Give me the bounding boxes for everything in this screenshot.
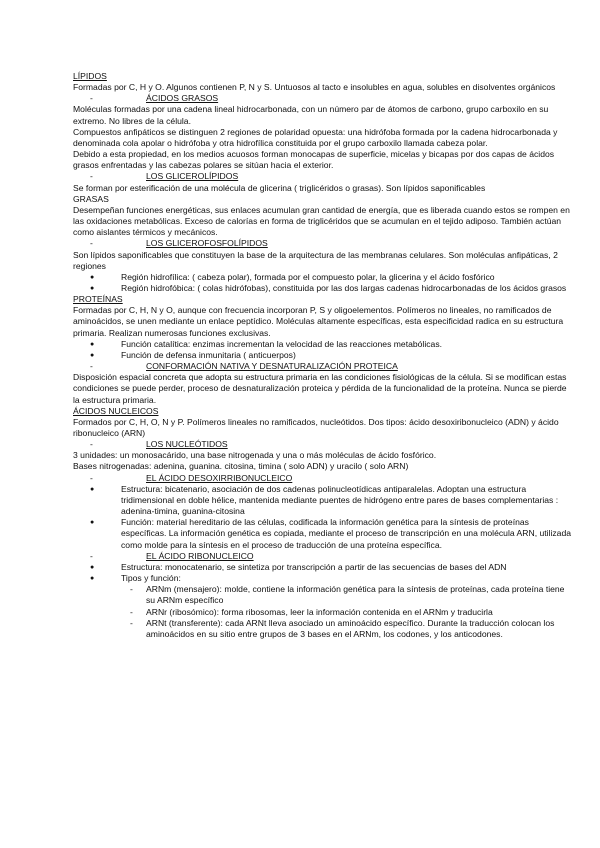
nucleotidos-title: LOS NUCLEÓTIDOS bbox=[146, 439, 228, 450]
list-item-text: Función: material hereditario de las células, codificada la información genética para la síntesis de proteínas específicas. La información genética es copiada, mediante el proceso de transcripción en una molécula ARN, utilizada como molde para la síntesis en el proceso de traducción de una proteína específica. bbox=[121, 517, 571, 550]
lipidos-heading: LÍPIDOS bbox=[73, 71, 107, 81]
adn-title: EL ÁCIDO DESOXIRRIBONUCLEICO bbox=[146, 472, 293, 483]
proteinas-paragraph: Formadas por C, H, N y O, aunque con frecuencia incorporan P, S y oligoelementos. Polímeros no lineales, no ramificados de aminoácidos, se unen mediante un enlace peptídico. Moléculas altamente específicas, esta especificidad radica en su estructura primaria. Realizan numerosas funciones exclusivas. bbox=[73, 305, 564, 338]
acidos-grasos-paragraph-3: Debido a esta propiedad, en los medios acuosos forman monocapas de superficie, micelas y bicapas por dos capas de ácidos grasos enfrentadas y las cabezas polares se sitúan hacia el exterior. bbox=[73, 149, 555, 171]
sub-list-item-text: ARNt (transferente): cada ARNt lleva asociado un aminoácido específico. Durante la traducción colocan los aminoácidos en su sitio entre grupos de 3 bases en el ARNm, los codones, y los anticodones. bbox=[146, 617, 555, 639]
list-item bbox=[73, 484, 572, 517]
acidos-nucleicos-heading: ÁCIDOS NUCLEICOS bbox=[73, 405, 159, 416]
list-item bbox=[73, 517, 572, 550]
list-item bbox=[73, 272, 572, 283]
sub-list-item bbox=[73, 618, 572, 640]
list-item bbox=[73, 350, 572, 361]
list-item bbox=[73, 573, 572, 584]
adn-heading bbox=[73, 473, 572, 484]
bullet-marker: ● bbox=[90, 284, 95, 292]
dash-marker: - bbox=[130, 584, 133, 595]
list-item-text: Estructura: bicatenario, asociación de dos cadenas polinucleotídicas antiparalelas. Adoptan una estructura tridimensional en doble hélice, mantenida mediante puentes de hidrógeno entre pares de bases complementarias : adenina-timina, guanina-citosina bbox=[121, 483, 559, 517]
glicerofosfolipidos-paragraph: Son lípidos saponificables que constituyen la base de la arquitectura de las membranas celulares. Son moléculas anfipáticas, 2 regiones bbox=[73, 249, 558, 271]
dash-marker: - bbox=[130, 606, 133, 617]
glicerofosfolipidos-title: LOS GLICEROFOSFOLÍPIDOS bbox=[146, 238, 268, 249]
nucleotidos-heading bbox=[73, 439, 572, 450]
dash-marker: - bbox=[90, 439, 93, 450]
glicerolipidos-heading bbox=[73, 171, 572, 182]
acidos-grasos-title: ÁCIDOS GRASOS bbox=[146, 93, 219, 104]
list-item-text: Estructura: monocatenario, se sintetiza por transcripción a partir de las secuencias de bases del ADN bbox=[121, 561, 507, 572]
list-item-text: Región hidrofílica: ( cabeza polar), formada por el compuesto polar, la glicerina y el ácido fosfórico bbox=[121, 271, 495, 282]
grasas-paragraph: Desempeñan funciones energéticas, sus enlaces acumulan gran cantidad de energía, que es liberada cuando estos se rompen en las oxidaciones metabólicas. Exceso de calorías en forma de triglicéridos que se acumulan en el tejido adiposo. También actúan como aislantes térmicos y mecánicos. bbox=[73, 204, 570, 238]
list-item bbox=[73, 562, 572, 573]
arn-heading bbox=[73, 551, 572, 562]
nucleotidos-paragraph-1: 3 unidades: un monosacárido, una base nitrogenada y una o más moléculas de ácido fosfórico. bbox=[73, 450, 437, 461]
acidos-grasos-heading bbox=[73, 93, 572, 104]
lipidos-intro: Formadas por C, H y O. Algunos contienen P, N y S. Untuosos al tacto e insolubles en agua, solubles en disolventes orgánicos bbox=[73, 82, 556, 93]
list-item-text: Función de defensa inmunitaria ( anticuerpos) bbox=[121, 349, 296, 360]
proteinas-heading: PROTEÍNAS bbox=[73, 294, 123, 305]
glicerolipidos-title: LOS GLICEROLÍPIDOS bbox=[146, 171, 239, 182]
sub-list-item-text: ARNr (ribosómico): forma ribosomas, leer la información contenida en el ARNm y traducirla bbox=[146, 606, 493, 617]
acidos-grasos-paragraph-1: Moléculas formadas por una cadena lineal hidrocarbonada, con un número par de átomos de carbono, grupo carboxilo en su extremo. No libres de la célula. bbox=[73, 104, 549, 126]
sub-list-item-text: ARNm (mensajero): molde, contiene la información genética para la síntesis de proteínas, cada proteína tiene su ARNm específico bbox=[146, 584, 565, 606]
dash-marker: - bbox=[90, 472, 93, 483]
sub-list-item bbox=[73, 607, 572, 618]
dash-marker: - bbox=[130, 617, 133, 628]
list-item-text: Tipos y función: bbox=[121, 573, 181, 584]
bullet-marker: ● bbox=[90, 485, 95, 493]
bullet-marker: ● bbox=[90, 340, 95, 348]
grasas-heading: GRASAS bbox=[73, 193, 109, 204]
acidos-nucleicos-paragraph: Formados por C, H, O, N y P. Polímeros lineales no ramificados, nucleótidos. Dos tipos: ácido desoxiribonucleico (ADN) y ácido ribonucleico (ARN) bbox=[73, 416, 559, 438]
glicerolipidos-paragraph: Se forman por esterificación de una molécula de glicerina ( triglicéridos o grasas). Son lípidos saponificables bbox=[73, 182, 486, 193]
bullet-marker: ● bbox=[90, 273, 95, 281]
glicerofosfolipidos-heading bbox=[73, 238, 572, 249]
conformacion-heading bbox=[73, 361, 572, 372]
bullet-marker: ● bbox=[90, 575, 95, 583]
list-item-text: Región hidrofóbica: ( colas hidrófobas), constituida por las dos largas cadenas hidrocarbonadas de los ácidos grasos bbox=[121, 282, 567, 293]
sub-list-item bbox=[73, 584, 572, 606]
dash-marker: - bbox=[90, 361, 93, 372]
conformacion-paragraph: Disposición espacial concreta que adopta su estructura primaria en las condiciones fisiológicas de la célula. Si se modifican estas condiciones se puede perder, proceso de desnaturalización proteica y pérdida de la funcionalidad de la proteína. Nunca se pierde la estructura primaria. bbox=[73, 372, 567, 405]
dash-marker: - bbox=[90, 238, 93, 249]
list-item bbox=[73, 339, 572, 350]
nucleotidos-paragraph-2: Bases nitrogenadas: adenina, guanina. citosina, timina ( solo ADN) y uracilo ( solo ARN) bbox=[73, 461, 409, 472]
acidos-grasos-paragraph-2: Compuestos anfipáticos se distinguen 2 regiones de polaridad opuesta: una hidrófoba formada por la cadena hidrocarbonada y denominada cola apolar o hidrófoba y otra hidrofílica constituida por el grupo carboxilo llamada cabeza polar. bbox=[73, 126, 558, 148]
list-item-text: Función catalítica: enzimas incrementan la velocidad de las reacciones metabólicas. bbox=[121, 338, 442, 349]
dash-marker: - bbox=[90, 550, 93, 561]
conformacion-title: CONFORMACIÓN NATIVA Y DESNATURALIZACIÓN PROTEICA bbox=[146, 361, 398, 372]
bullet-marker: ● bbox=[90, 563, 95, 571]
bullet-marker: ● bbox=[90, 351, 95, 359]
dash-marker: - bbox=[90, 93, 93, 104]
dash-marker: - bbox=[90, 171, 93, 182]
bullet-marker: ● bbox=[90, 519, 95, 527]
list-item bbox=[73, 283, 572, 294]
arn-title: EL ÁCIDO RIBONUCLEICO bbox=[146, 550, 254, 561]
